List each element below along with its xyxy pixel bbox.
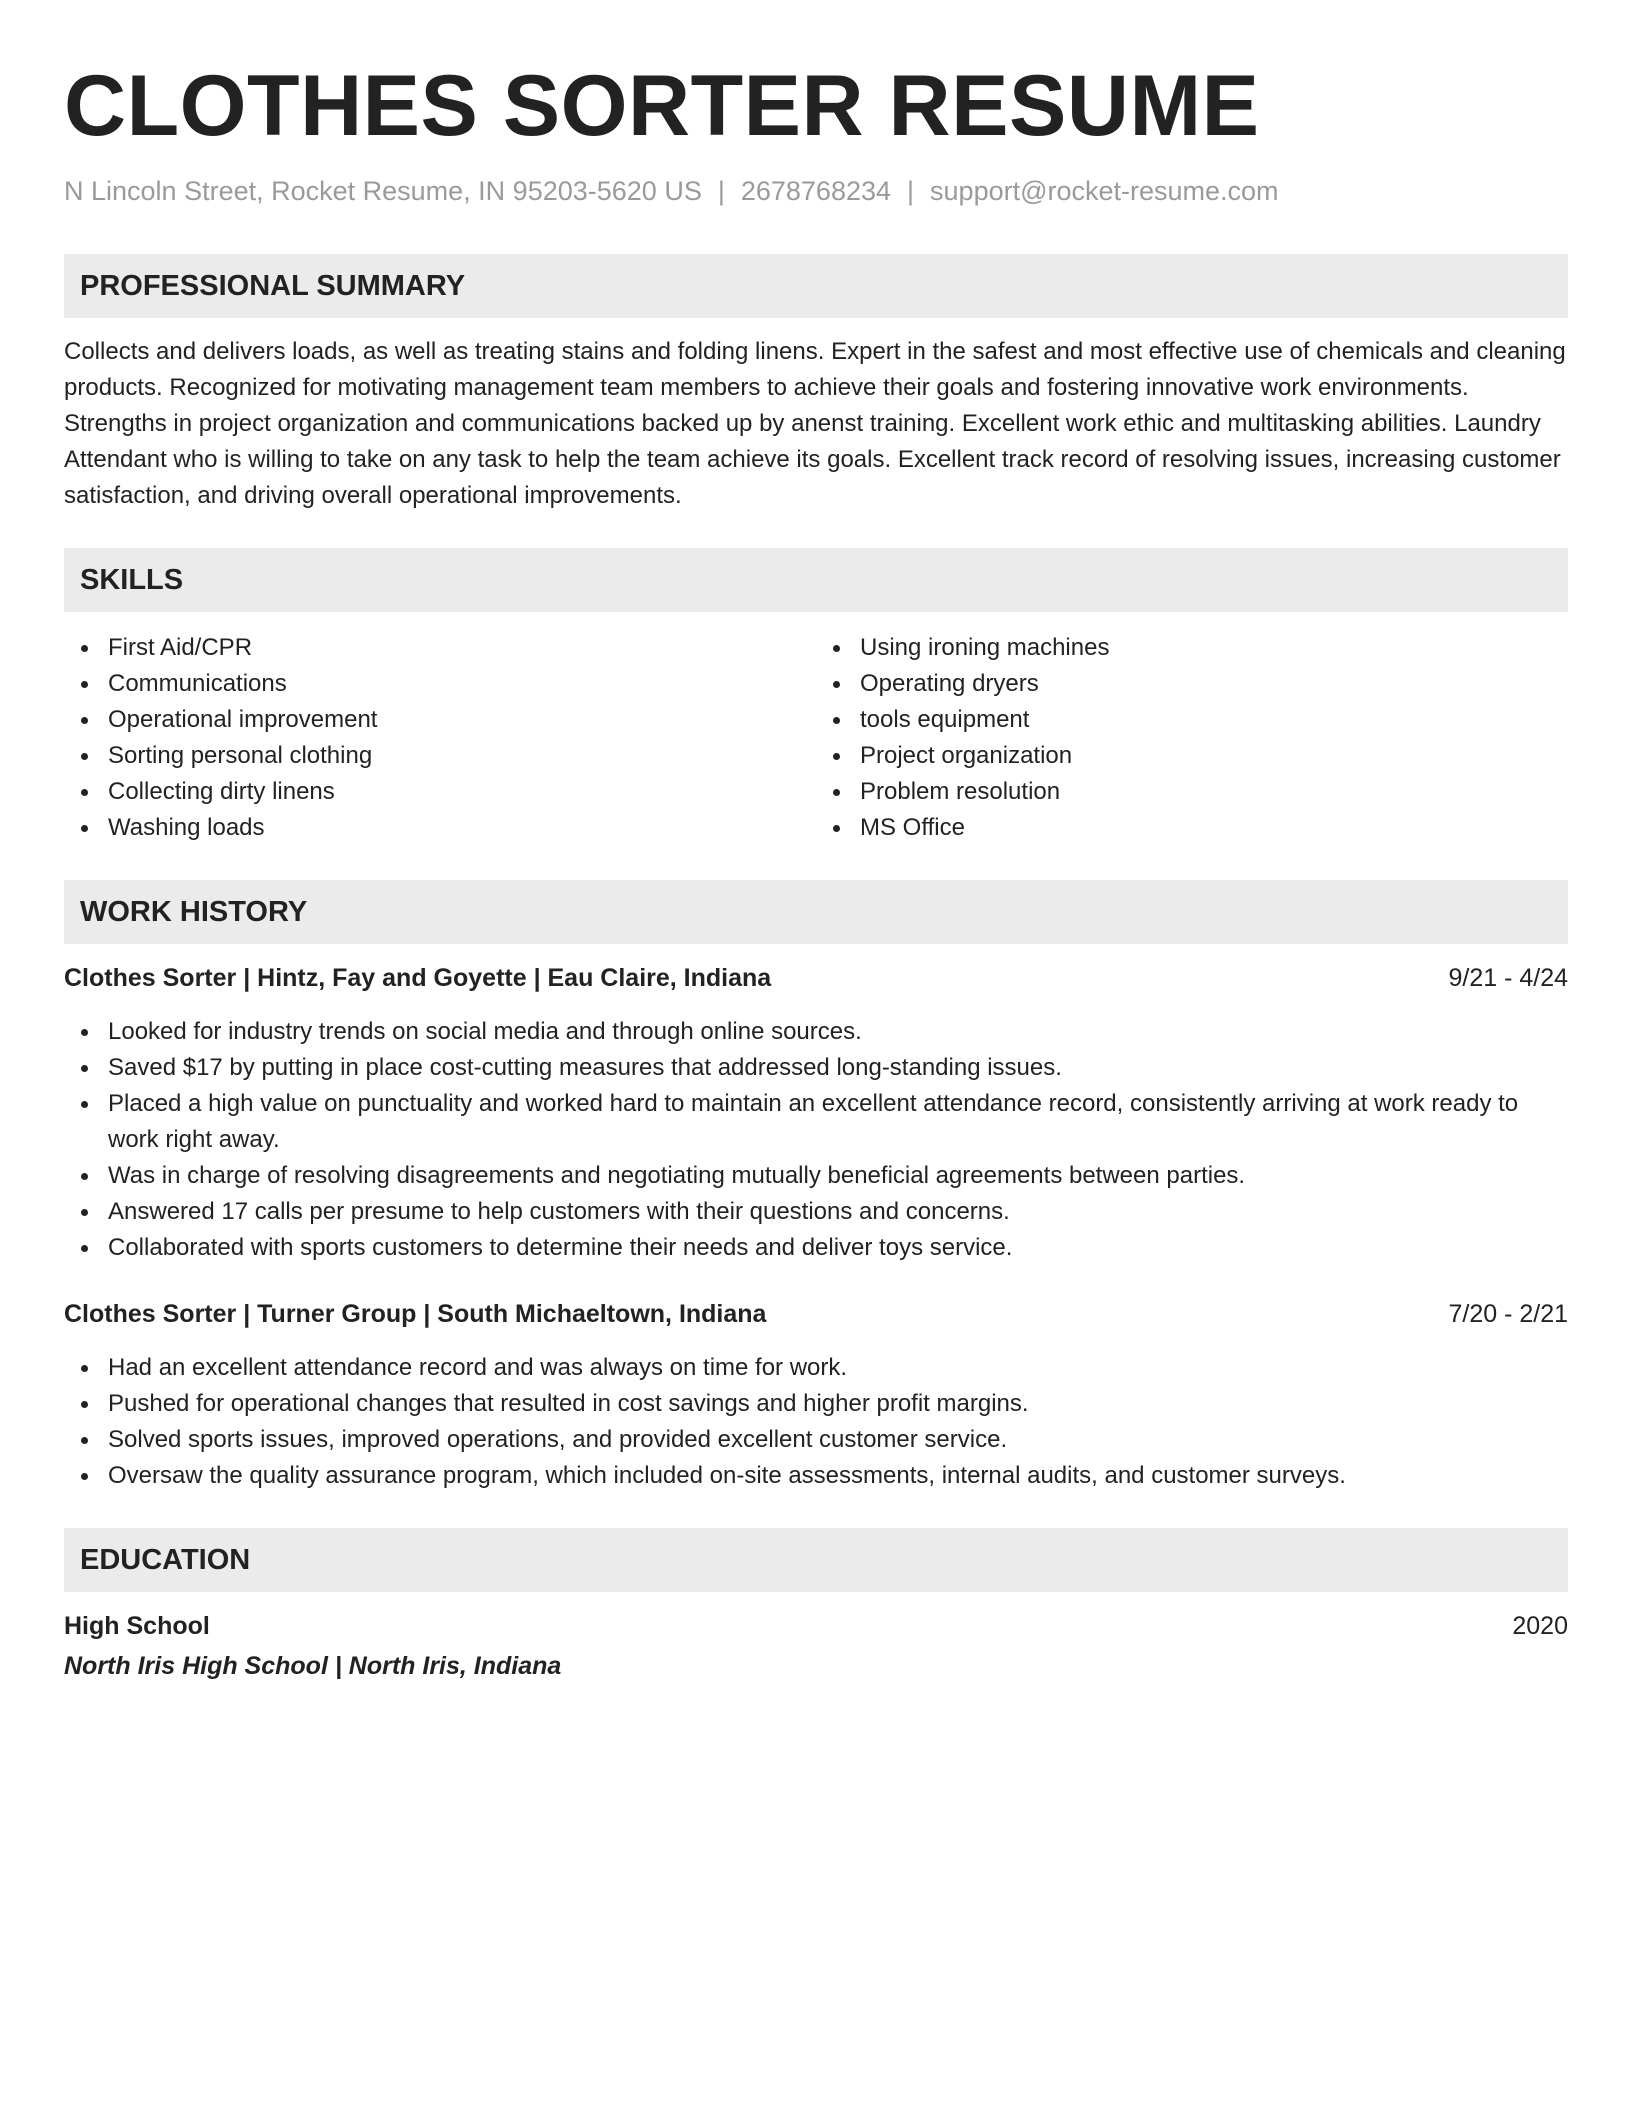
job-entry: [64, 960, 1568, 1266]
job-title: Clothes Sorter | Hintz, Fay and Goyette | Eau Claire, Indiana: [64, 964, 772, 992]
skill-item: Project organization: [816, 738, 1568, 774]
summary-text: Collects and delivers loads, as well as treating stains and folding linens. Expert in the safest and most effective use of chemicals and cleaning products. Recognized for motivating management team members to achieve their goals and fostering innovative work environments. Strengths in project organization and communications backed up by anenst training. Excellent work ethic and multitasking abilities. Laundry Attendant who is willing to take on any task to help the team achieve its goals. Excellent track record of resolving issues, increasing customer satisfaction, and driving overall operational improvements.: [64, 338, 1566, 509]
job-bullets: [64, 1350, 1568, 1494]
resume-title: CLOTHES SORTER RESUME: [64, 58, 1260, 154]
job-bullet: Placed a high value on punctuality and worked hard to maintain an excellent attendance record, consistently arriving at work ready to work right away.: [64, 1086, 1568, 1158]
skills-column-right: [816, 630, 1568, 846]
skill-item: Operating dryers: [816, 666, 1568, 702]
job-bullet: Solved sports issues, improved operations, and provided excellent customer service.: [64, 1422, 1568, 1458]
job-dates: 9/21 - 4/24: [1448, 964, 1568, 992]
job-bullet: Had an excellent attendance record and was always on time for work.: [64, 1350, 1568, 1386]
section-header-work-history: WORK HISTORY: [64, 880, 1568, 944]
job-header: [64, 960, 1568, 996]
contact-line: [64, 174, 1568, 208]
job-bullet: Oversaw the quality assurance program, which included on-site assessments, internal audits, and customer surveys.: [64, 1458, 1568, 1494]
skills-list: [64, 630, 1568, 846]
job-bullet: Looked for industry trends on social media and through online sources.: [64, 1014, 1568, 1050]
skill-item: Collecting dirty linens: [64, 774, 816, 810]
skill-item: Washing loads: [64, 810, 816, 846]
job-bullet: Was in charge of resolving disagreements and negotiating mutually beneficial agreements between parties.: [64, 1158, 1568, 1194]
job-bullet: Saved $17 by putting in place cost-cutting measures that addressed long-standing issues.: [64, 1050, 1568, 1086]
skill-item: Communications: [64, 666, 816, 702]
skill-item: First Aid/CPR: [64, 630, 816, 666]
job-bullet: Collaborated with sports customers to determine their needs and deliver toys service.: [64, 1230, 1568, 1266]
section-header-skills: SKILLS: [64, 548, 1568, 612]
contact-email: support@rocket-resume.com: [930, 176, 1279, 206]
skill-item: Sorting personal clothing: [64, 738, 816, 774]
skill-item: Problem resolution: [816, 774, 1568, 810]
contact-separator: |: [717, 176, 725, 206]
job-dates: 7/20 - 2/21: [1448, 1300, 1568, 1328]
section-header-education: EDUCATION: [64, 1528, 1568, 1592]
skill-item: tools equipment: [816, 702, 1568, 738]
skill-item: MS Office: [816, 810, 1568, 846]
contact-separator: |: [907, 176, 915, 206]
education-header: [64, 1608, 1568, 1644]
job-entry: [64, 1296, 1568, 1494]
contact-phone: 2678768234: [740, 176, 892, 206]
job-bullet: Pushed for operational changes that resulted in cost savings and higher profit margins.: [64, 1386, 1568, 1422]
job-header: [64, 1296, 1568, 1332]
skill-item: Operational improvement: [64, 702, 816, 738]
education-degree: High School: [64, 1612, 210, 1640]
education-year: 2020: [1512, 1612, 1568, 1640]
job-bullet: Answered 17 calls per presume to help customers with their questions and concerns.: [64, 1194, 1568, 1230]
contact-address: N Lincoln Street, Rocket Resume, IN 95203-5620 US: [64, 176, 702, 206]
education-school: North Iris High School | North Iris, Indiana: [64, 1652, 562, 1680]
skills-column-left: [64, 630, 816, 846]
section-header-summary: PROFESSIONAL SUMMARY: [64, 254, 1568, 318]
job-title: Clothes Sorter | Turner Group | South Michaeltown, Indiana: [64, 1300, 767, 1328]
job-bullets: [64, 1014, 1568, 1266]
skill-item: Using ironing machines: [816, 630, 1568, 666]
